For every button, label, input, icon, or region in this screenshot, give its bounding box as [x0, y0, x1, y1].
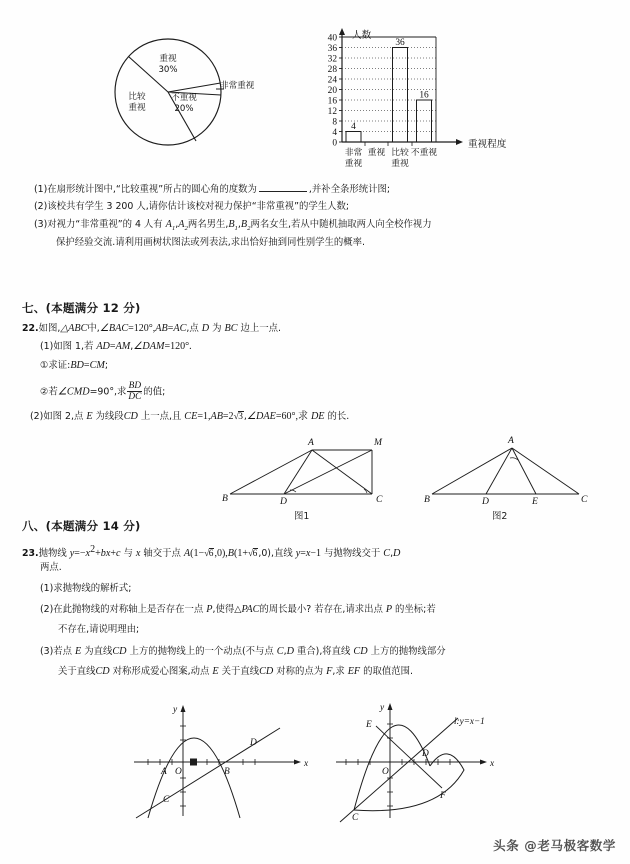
figure-2-svg: [424, 432, 594, 507]
pie-label-text-bijiao-2: 重视: [128, 102, 146, 113]
q23-number: 23.: [22, 548, 39, 560]
y-tick-label: 32: [327, 54, 337, 65]
fig2-lines: [432, 448, 579, 494]
statistics-figures: [0, 8, 630, 176]
q21-label-A1: $A_1$: [165, 219, 176, 233]
parabola-curve: [148, 738, 240, 818]
q21-item3-text-c: 两名女生,若从中随机抽取两人向全校作视力: [250, 219, 432, 230]
fig1-lines: [230, 450, 372, 494]
graph-right: [330, 700, 530, 825]
radical-3: √3: [233, 412, 243, 422]
figure-2-caption: 图2: [492, 511, 508, 522]
y-tick-label: 0: [332, 138, 337, 149]
pie-label-text-bijiao-1: 比较: [128, 92, 146, 102]
y-axis-arrow: [339, 28, 345, 35]
y-axis-arrowhead: [388, 703, 393, 710]
q21-item1-blank: [259, 182, 307, 192]
q22-fraction-bd-dc: $\frac{BD}{DC}$: [128, 381, 142, 403]
graph-left-label-C: C: [163, 795, 170, 805]
graph-right-label-x: x: [490, 759, 495, 769]
radical-6-a: √6: [204, 549, 214, 560]
x-axis-arrowhead: [480, 760, 487, 765]
pie-label-pct-buzhongshi: 20%: [174, 103, 194, 114]
x-category-ticks: [365, 142, 412, 146]
line-curve: [136, 728, 280, 818]
q23-part-2: (2)在此抛物线的对称轴上是否存在一点 P,使得△PAC的周长最小? 若存在,请求出点 P 的坐标;若: [40, 604, 436, 615]
bar: [346, 132, 361, 143]
q21-item1-text-a: (1)在扇形统计图中,“比较重视”所占的圆心角的度数为: [34, 184, 257, 195]
q22-part-1b: ②若∠CMD=90°,求 $\frac{BD}{DC}$ 的值;: [40, 381, 166, 403]
q22-part-2: (2)如图 2,点 E 为线段CD 上一点,且 CE=1,AB=2√3,∠DAE=60°,求 DE 的长.: [30, 410, 349, 425]
radical-6-b: √6: [248, 549, 258, 560]
graph-left-label-x: x: [304, 759, 309, 769]
section-8-heading: 八、(本题满分 14 分): [22, 519, 141, 533]
fig2-label-D: D: [482, 496, 489, 507]
graph-right-label-D: D: [422, 749, 429, 759]
pie-label-text-feichang: 非常重视: [220, 81, 255, 91]
y-tick-label: 12: [327, 106, 337, 117]
q21-item-3: (3)对视力“非常重视”的 4 人有 $A_1,A_2$两名男生$,B_1,B_2$两名女生,若从中随机抽取两人向全校作视力: [34, 219, 432, 233]
graph-right-label-E: E: [366, 720, 372, 730]
graph-right-label-y: y: [380, 703, 385, 713]
y-tick-label: 4: [332, 127, 337, 138]
q22-part-1: (1)如图 1,若 AD=AM,∠DAM=120°.: [40, 341, 192, 352]
y-tick-label: 36: [327, 43, 337, 54]
figure-1: [222, 432, 402, 522]
figure-1-caption: 图1: [294, 511, 310, 522]
axis-marker: [190, 759, 197, 766]
line-l: [340, 718, 458, 822]
graph-right-line-label: l:y=x−1: [454, 716, 485, 726]
y-axis-arrowhead: [181, 705, 186, 712]
fig2-label-E: E: [532, 496, 538, 507]
q23-part-1: (1)求抛物线的解析式;: [40, 583, 132, 594]
graph-left-label-D: D: [250, 738, 257, 748]
pie-label-text-zhongshi: 重视: [159, 54, 177, 64]
y-tick-label: 28: [327, 64, 337, 75]
fig2-label-B: B: [424, 494, 430, 505]
fig1-label-A: A: [308, 437, 314, 448]
x-category-label: 重视: [367, 148, 386, 158]
pie-slice-label-bijiao: [118, 92, 156, 113]
x-category-label: 非常: [344, 148, 363, 158]
graph-right-label-O: O: [382, 767, 389, 777]
q21-item1-text-b: ,并补全条形统计图;: [308, 184, 390, 195]
graph-right-svg: [330, 700, 530, 825]
q23-part-3-cont: 关于直线CD 对称形成爱心图案,动点 E 关于直线CD 对称的点为 F,求 EF 的取值范围.: [58, 666, 413, 677]
fig2-label-C: C: [581, 494, 588, 505]
q23-part-3: (3)若点 E 为直线CD 上方的抛物线上的一个动点(不与点 C,D 重合),将直线 CD 上方的抛物线部分: [40, 646, 446, 657]
pie-slice-label-zhongshi: [142, 54, 194, 75]
pie-slice-label-feichang: [220, 81, 254, 92]
x-category-label: 不重视: [410, 148, 438, 158]
graph-left: [128, 700, 318, 820]
fig1-labels: [222, 437, 383, 507]
graph-left-svg: [128, 700, 318, 820]
q21-label-A2: $A_2$: [178, 219, 188, 233]
y-axis-title: 人数: [352, 30, 372, 41]
x-axis-title: 重视程度: [468, 139, 507, 150]
bar-value-label: 16: [419, 90, 429, 101]
bar-chart-svg: [306, 24, 521, 179]
segment-EF: [376, 726, 442, 788]
y-tick-label: 40: [327, 33, 337, 44]
fig1-label-M: M: [374, 437, 382, 448]
graph-left-label-y: y: [173, 705, 178, 715]
q21-item-2: (2)该校共有学生 3 200 人,请你估计该校对视力保护“非常重视”的学生人数;: [34, 201, 350, 212]
q22-part-1a: ①求证:BD=CM;: [40, 360, 109, 371]
q23-part-2-cont: 不存在,请说明理由;: [58, 624, 140, 635]
grid-lines: [342, 48, 436, 132]
section-7-heading: 七、(本题满分 12 分): [22, 301, 141, 315]
bar: [393, 48, 408, 143]
pie-chart: [112, 36, 255, 148]
x-category-labels: [345, 146, 438, 169]
bar-value-label: 4: [351, 122, 356, 132]
y-tick-labels: [328, 33, 338, 148]
y-tick-label: 8: [332, 117, 337, 128]
graph-left-label-A: A: [161, 767, 167, 777]
x-axis-arrowhead: [294, 760, 301, 765]
pie-label-text-buzhongshi: 不重视: [171, 93, 197, 103]
fig1-label-D: D: [280, 496, 287, 507]
q21-label-B2: $B_2$: [240, 219, 251, 233]
footer-watermark: 头条 @老马极客数学: [493, 838, 616, 853]
bar-value-label: 36: [395, 38, 405, 48]
x-category-label: 重视: [344, 159, 363, 169]
pie-divider-2: [168, 83, 221, 92]
pie-slice-label-buzhongshi: [164, 93, 204, 114]
graph-left-labels: [160, 705, 309, 805]
figure-1-svg: [222, 432, 402, 507]
graph-left-label-O: O: [175, 767, 182, 777]
fig1-label-C: C: [376, 494, 383, 505]
q21-item3-text-a: (3)对视力“非常重视”的 4 人有: [34, 219, 163, 230]
fig2-label-A: A: [508, 435, 514, 446]
graph-right-label-F: F: [440, 791, 446, 801]
x-category-label: 比较: [391, 148, 409, 158]
bar-value-labels: [351, 38, 429, 132]
fig2-labels: [424, 435, 588, 507]
graph-left-label-B: B: [224, 767, 230, 777]
x-category-label: 重视: [391, 159, 409, 169]
q21-item-1: [34, 182, 390, 197]
bar-chart: [306, 24, 521, 179]
x-axis-arrow: [456, 139, 463, 145]
q21-item-3-cont: 保护经验交流.请利用画树状图法或列表法,求出恰好抽到同性别学生的概率.: [56, 237, 365, 248]
figure-2: [424, 432, 594, 522]
y-tick-label: 20: [327, 85, 337, 96]
q23-stem-line-1: 23.抛物线 $y=-x^2+bx+c$ 与 x 轴交于点 A(1−√6,0),B(1+√6,0),直线 y=x−1 与抛物线交于 C,D: [22, 543, 400, 562]
fig1-label-B: B: [222, 493, 228, 504]
q21-label-B1: $B_1$: [228, 219, 238, 233]
graph-right-label-C: C: [352, 813, 359, 823]
pie-label-pct-zhongshi: 30%: [158, 64, 178, 75]
q22-stem: 22.如图,△ABC中,∠BAC=120°,AB=AC,点 D 为 BC 边上一点.: [22, 323, 281, 334]
q21-item3-text-b: 两名男生,: [187, 219, 229, 230]
q22-number: 22.: [22, 323, 39, 334]
q23-stem-line-2: 两点.: [40, 562, 62, 573]
y-tick-label: 24: [327, 75, 337, 86]
y-tick-label: 16: [327, 96, 337, 107]
